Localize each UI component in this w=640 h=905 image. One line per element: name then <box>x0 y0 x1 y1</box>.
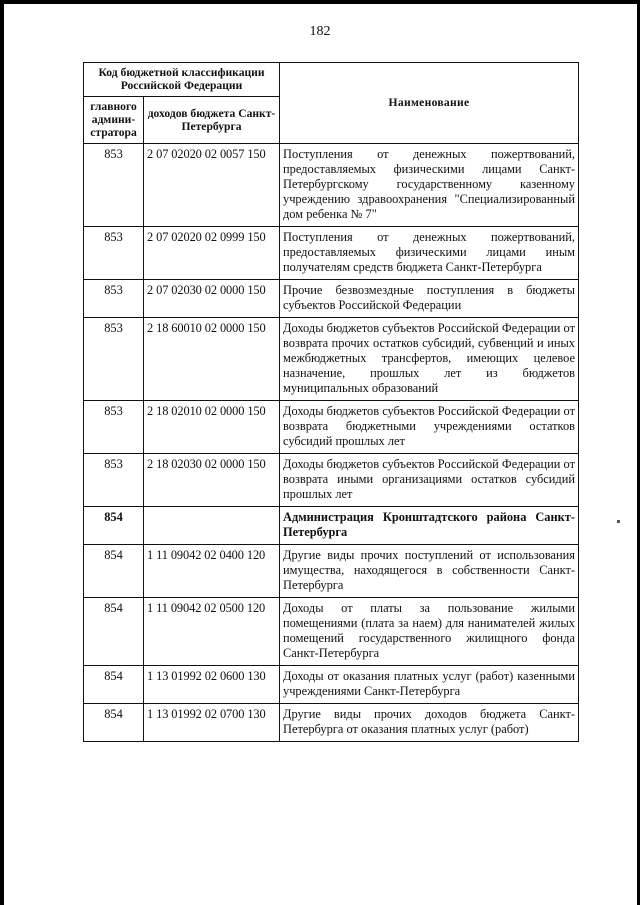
table-row <box>84 227 579 280</box>
table-row <box>84 598 579 666</box>
revenue-code-cell: 2 07 02020 02 0999 150 <box>144 227 280 280</box>
admin-code-cell: 854 <box>84 507 144 545</box>
name-column-header: Наименование <box>280 63 579 144</box>
table-row <box>84 666 579 704</box>
administrator-heading-row <box>84 507 579 545</box>
table-row <box>84 144 579 227</box>
revenue-code-cell: 1 13 01992 02 0600 130 <box>144 666 280 704</box>
revenue-name-cell: Доходы от оказания платных услуг (работ) казенными учреждениями Санкт-Петербурга <box>280 666 579 704</box>
scan-speck <box>617 520 620 523</box>
revenue-name-cell: Прочие безвозмездные поступления в бюджеты субъектов Российской Федерации <box>280 280 579 318</box>
scan-edge-left <box>0 0 4 905</box>
revenue-name-cell: Поступления от денежных пожертвований, предоставляемых физическими лицами иным получателям средств бюджета Санкт-Петербурга <box>280 227 579 280</box>
revenue-code-cell: 2 18 60010 02 0000 150 <box>144 318 280 401</box>
revenue-code-cell: 2 18 02030 02 0000 150 <box>144 454 280 507</box>
revenue-code-cell: 1 13 01992 02 0700 130 <box>144 704 280 742</box>
admin-code-cell: 854 <box>84 704 144 742</box>
admin-code-cell: 854 <box>84 545 144 598</box>
scan-edge-top <box>0 0 640 4</box>
revenue-name-cell: Другие виды прочих доходов бюджета Санкт-Петербурга от оказания платных услуг (работ) <box>280 704 579 742</box>
revenue-name-cell: Доходы бюджетов субъектов Российской Федерации от возврата прочих остатков субсидий, субвенций и иных межбюджетных трансфертов, имеющих целевое назначение, прошлых лет из бюджетов муниципальных образований <box>280 318 579 401</box>
table-row <box>84 280 579 318</box>
revenue-code-cell: 2 07 02030 02 0000 150 <box>144 280 280 318</box>
table-row <box>84 704 579 742</box>
admin-code-cell: 853 <box>84 144 144 227</box>
code-group-header: Код бюджетной классификации Российской Федерации <box>84 63 280 97</box>
admin-code-cell: 854 <box>84 666 144 704</box>
admin-code-cell: 853 <box>84 454 144 507</box>
page-number: 182 <box>309 24 331 39</box>
admin-column-header: главного админи-стратора <box>84 97 144 144</box>
administrator-name-cell: Администрация Кронштадтского района Санкт-Петербурга <box>280 507 579 545</box>
revenue-column-header: доходов бюджета Санкт-Петербурга <box>144 97 280 144</box>
table-row <box>84 454 579 507</box>
table-row <box>84 545 579 598</box>
admin-code-cell: 853 <box>84 227 144 280</box>
revenue-name-cell: Доходы бюджетов субъектов Российской Федерации от возврата иными организациями остатков субсидий прошлых лет <box>280 454 579 507</box>
revenue-name-cell: Другие виды прочих поступлений от использования имущества, находящегося в собственности Санкт-Петербурга <box>280 545 579 598</box>
table-row <box>84 318 579 401</box>
admin-code-cell: 853 <box>84 280 144 318</box>
revenue-code-cell: 2 07 02020 02 0057 150 <box>144 144 280 227</box>
revenue-code-cell: 1 11 09042 02 0400 120 <box>144 545 280 598</box>
admin-code-cell: 854 <box>84 598 144 666</box>
revenue-code-cell <box>144 507 280 545</box>
admin-code-cell: 853 <box>84 318 144 401</box>
revenue-code-cell: 1 11 09042 02 0500 120 <box>144 598 280 666</box>
table-row <box>84 401 579 454</box>
header-row <box>84 63 579 97</box>
revenue-name-cell: Доходы бюджетов субъектов Российской Федерации от возврата бюджетными учреждениями остатков субсидий прошлых лет <box>280 401 579 454</box>
revenue-name-cell: Доходы от платы за пользование жилыми помещениями (плата за наем) для нанимателей жилых помещений государственного жилищного фонда Санкт-Петербурга <box>280 598 579 666</box>
budget-classification-table <box>83 62 579 742</box>
revenue-code-cell: 2 18 02010 02 0000 150 <box>144 401 280 454</box>
revenue-name-cell: Поступления от денежных пожертвований, предоставляемых физическими лицами Санкт-Петербургскому государственному казенному учреждению здравоохранения "Специализированный дом ребенка № 7" <box>280 144 579 227</box>
admin-code-cell: 853 <box>84 401 144 454</box>
